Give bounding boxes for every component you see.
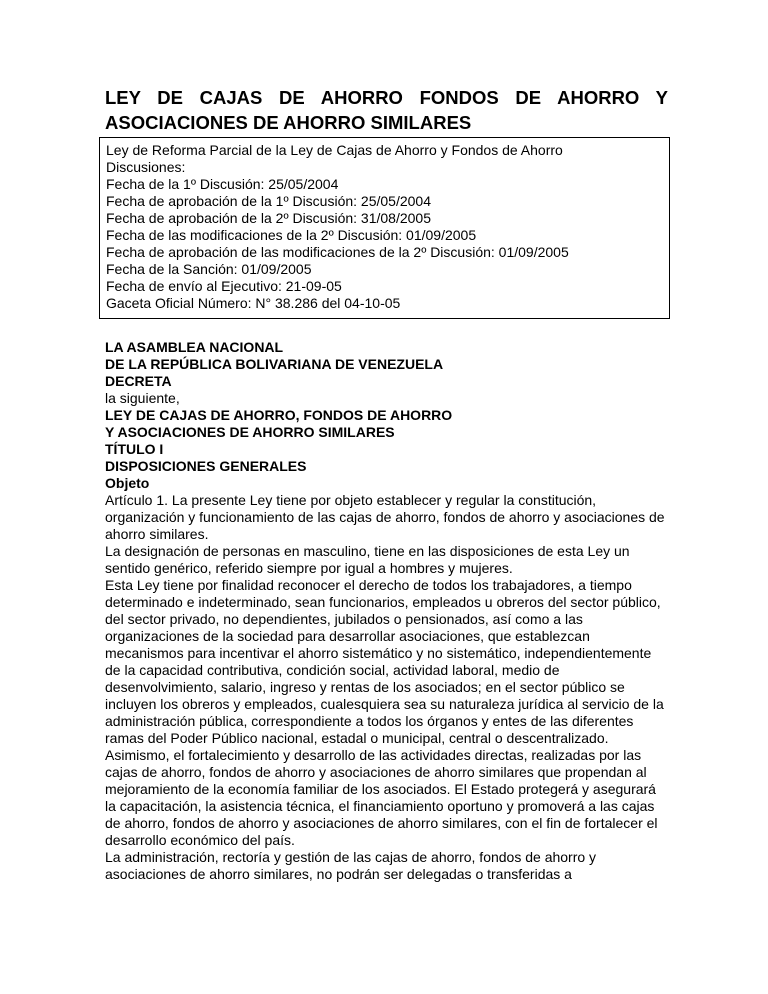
paragraph-designacion-personas: La designación de personas en masculino, tiene en las disposiciones de esta Ley un sentido genérico, referido siempre por igual a hombres y mujeres. bbox=[105, 543, 630, 576]
heading-decreta: DECRETA bbox=[105, 373, 172, 389]
meta-line-discusiones: Discusiones: bbox=[106, 159, 186, 175]
paragraph-administracion: La administración, rectoría y gestión de las cajas de ahorro, fondos de ahorro y asociaciones de ahorro similares, no podrán ser delegadas o transferidas a bbox=[105, 849, 597, 882]
meta-line-aprobacion-2-discusion: Fecha de aprobación de la 2º Discusión: 31/08/2005 bbox=[106, 210, 432, 226]
heading-republica-bolivariana: DE LA REPÚBLICA BOLIVARIANA DE VENEZUELA bbox=[105, 356, 444, 372]
paragraph-articulo-1: Artículo 1. La presente Ley tiene por objeto establecer y regular la constitución, organización y funcionamiento de las cajas de ahorro, fondos de ahorro y asociaciones de ahorro similares. bbox=[105, 492, 665, 542]
metadata-box bbox=[99, 137, 670, 319]
heading-titulo-i: TÍTULO I bbox=[105, 441, 164, 457]
meta-line-envio-ejecutivo: Fecha de envío al Ejecutivo: 21-09-05 bbox=[106, 278, 342, 294]
paragraph-fortalecimiento: Asimismo, el fortalecimiento y desarrollo de las actividades directas, realizadas por las cajas de ahorro, fondos de ahorro y asociaciones de ahorro similares que propendan al mejoramiento de la economía familiar de los asociados. El Estado protegerá y asegurará la capacitación, la asistencia técnica, el financiamiento oportuno y promoverá a las cajas de ahorro, fondos de ahorro y asociaciones de ahorro similares, con el fin de fortalecer el desarrollo económico del país. bbox=[105, 747, 658, 848]
meta-line-gaceta-oficial: Gaceta Oficial Número: N° 38.286 del 04-10-05 bbox=[106, 295, 401, 311]
meta-line-fecha-1-discusion: Fecha de la 1º Discusión: 25/05/2004 bbox=[106, 176, 339, 192]
meta-line-aprobacion-1-discusion: Fecha de aprobación de la 1º Discusión: 25/05/2004 bbox=[106, 193, 432, 209]
meta-line-reform-title: Ley de Reforma Parcial de la Ley de Cajas de Ahorro y Fondos de Ahorro bbox=[106, 142, 563, 158]
meta-line-sancion: Fecha de la Sanción: 01/09/2005 bbox=[106, 261, 312, 277]
heading-ley-cajas-ahorro: LEY DE CAJAS DE AHORRO, FONDOS DE AHORRO bbox=[105, 407, 453, 423]
meta-line-modificaciones-2-discusion: Fecha de las modificaciones de la 2º Discusión: 01/09/2005 bbox=[106, 227, 477, 243]
heading-asociaciones-similares: Y ASOCIACIONES DE AHORRO SIMILARES bbox=[105, 424, 395, 440]
document-title: LEY DE CAJAS DE AHORRO FONDOS DE AHORRO Y ASOCIACIONES DE AHORRO SIMILARES bbox=[105, 87, 668, 133]
text-la-siguiente: la siguiente, bbox=[105, 390, 180, 406]
paragraph-finalidad: Esta Ley tiene por finalidad reconocer el derecho de todos los trabajadores, a tiempo determinado e indeterminado, sean funcionarios, empleados u obreros del sector público, del sector privado, no dependientes, jubilados o pensionados, así como a las organizaciones de la sociedad para desarrollar asociaciones, que establezcan mecanismos para incentivar el ahorro sistemático y no sistemático, independientemente de la capacidad contributiva, condición social, actividad laboral, medio de desenvolvimiento, salario, ingreso y rentas de los asociados; en el sector público se incluyen los obreros y empleados, cualesquiera sea su naturaleza jurídica al servicio de la administración pública, correspondiente a todos los órganos y entes de las diferentes ramas del Poder Público nacional, estadal o municipal, central o descentralizado. bbox=[105, 577, 664, 746]
meta-line-aprobacion-modificaciones: Fecha de aprobación de las modificaciones de la 2º Discusión: 01/09/2005 bbox=[106, 244, 569, 260]
heading-objeto: Objeto bbox=[105, 475, 150, 491]
heading-disposiciones-generales: DISPOSICIONES GENERALES bbox=[105, 458, 307, 474]
document-body bbox=[105, 339, 668, 883]
heading-asamblea-nacional: LA ASAMBLEA NACIONAL bbox=[105, 339, 284, 355]
